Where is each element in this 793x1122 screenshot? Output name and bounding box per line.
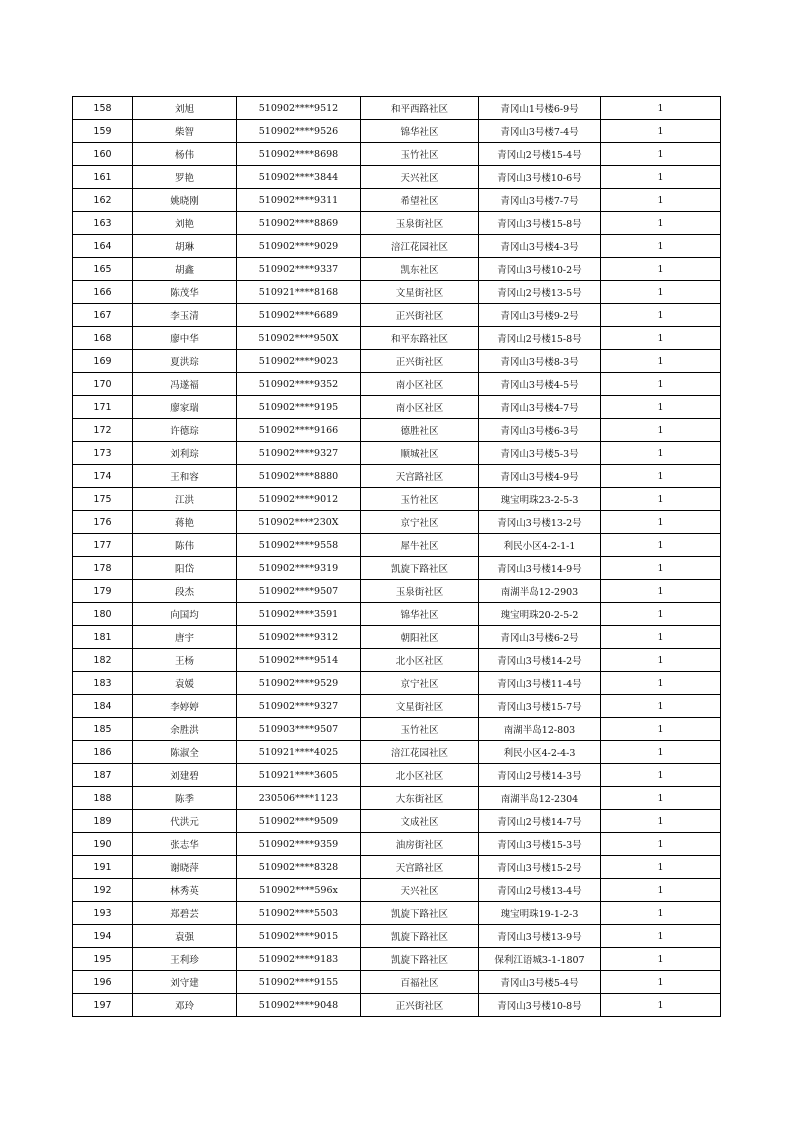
name-cell: 阳岱 [133, 557, 237, 580]
address-cell: 青冈山2号楼14-3号 [479, 764, 601, 787]
count-cell: 1 [601, 97, 721, 120]
name-cell: 廖中华 [133, 327, 237, 350]
row-number: 180 [73, 603, 133, 626]
address-cell: 南湖半岛12-2304 [479, 787, 601, 810]
name-cell: 许德琮 [133, 419, 237, 442]
address-cell: 青冈山3号楼7-4号 [479, 120, 601, 143]
row-number: 194 [73, 925, 133, 948]
id-number-cell: 510902****9359 [237, 833, 361, 856]
community-cell: 百福社区 [361, 971, 479, 994]
community-cell: 南小区社区 [361, 396, 479, 419]
count-cell: 1 [601, 189, 721, 212]
id-number-cell: 510902****230X [237, 511, 361, 534]
table-row [73, 304, 721, 327]
address-cell: 青冈山3号楼14-9号 [479, 557, 601, 580]
name-cell: 袁强 [133, 925, 237, 948]
address-cell: 利民小区4-2-4-3 [479, 741, 601, 764]
name-cell: 陈淑全 [133, 741, 237, 764]
name-cell: 陈茂华 [133, 281, 237, 304]
name-cell: 刘利琮 [133, 442, 237, 465]
id-number-cell: 510902****9512 [237, 97, 361, 120]
count-cell: 1 [601, 304, 721, 327]
table-row [73, 718, 721, 741]
count-cell: 1 [601, 741, 721, 764]
row-number: 159 [73, 120, 133, 143]
community-cell: 大东街社区 [361, 787, 479, 810]
count-cell: 1 [601, 235, 721, 258]
community-cell: 玉竹社区 [361, 488, 479, 511]
community-cell: 和平西路社区 [361, 97, 479, 120]
id-number-cell: 510902****9319 [237, 557, 361, 580]
id-number-cell: 510902****9337 [237, 258, 361, 281]
table-row [73, 235, 721, 258]
community-cell: 玉竹社区 [361, 143, 479, 166]
id-number-cell: 230506****1123 [237, 787, 361, 810]
table-row [73, 948, 721, 971]
address-cell: 青冈山3号楼13-9号 [479, 925, 601, 948]
table-row [73, 764, 721, 787]
name-cell: 邓玲 [133, 994, 237, 1017]
community-cell: 和平东路社区 [361, 327, 479, 350]
row-number: 158 [73, 97, 133, 120]
id-number-cell: 510902****9312 [237, 626, 361, 649]
name-cell: 张志华 [133, 833, 237, 856]
id-number-cell: 510902****9327 [237, 695, 361, 718]
name-cell: 江洪 [133, 488, 237, 511]
table-row [73, 902, 721, 925]
table-row [73, 327, 721, 350]
name-cell: 陈季 [133, 787, 237, 810]
id-number-cell: 510902****9311 [237, 189, 361, 212]
table-row [73, 511, 721, 534]
row-number: 196 [73, 971, 133, 994]
count-cell: 1 [601, 212, 721, 235]
name-cell: 王和容 [133, 465, 237, 488]
address-cell: 青冈山3号楼6-3号 [479, 419, 601, 442]
table-row [73, 419, 721, 442]
address-cell: 青冈山3号楼4-7号 [479, 396, 601, 419]
table-row [73, 971, 721, 994]
id-number-cell: 510902****596x [237, 879, 361, 902]
count-cell: 1 [601, 442, 721, 465]
name-cell: 刘守建 [133, 971, 237, 994]
address-cell: 青冈山3号楼8-3号 [479, 350, 601, 373]
id-number-cell: 510902****950X [237, 327, 361, 350]
id-number-cell: 510902****9012 [237, 488, 361, 511]
table-row [73, 695, 721, 718]
count-cell: 1 [601, 695, 721, 718]
row-number: 164 [73, 235, 133, 258]
address-cell: 青冈山2号楼15-8号 [479, 327, 601, 350]
community-cell: 凯东社区 [361, 258, 479, 281]
row-number: 187 [73, 764, 133, 787]
table-row [73, 557, 721, 580]
count-cell: 1 [601, 925, 721, 948]
row-number: 177 [73, 534, 133, 557]
address-cell: 青冈山2号楼14-7号 [479, 810, 601, 833]
id-number-cell: 510902****8328 [237, 856, 361, 879]
count-cell: 1 [601, 488, 721, 511]
community-cell: 天兴社区 [361, 166, 479, 189]
address-cell: 南湖半岛12-803 [479, 718, 601, 741]
community-cell: 正兴街社区 [361, 304, 479, 327]
row-number: 171 [73, 396, 133, 419]
table-row [73, 580, 721, 603]
count-cell: 1 [601, 810, 721, 833]
address-cell: 瑰宝明珠20-2-5-2 [479, 603, 601, 626]
community-cell: 北小区社区 [361, 764, 479, 787]
address-cell: 青冈山3号楼10-6号 [479, 166, 601, 189]
address-cell: 青冈山3号楼15-7号 [479, 695, 601, 718]
name-cell: 姚晓刚 [133, 189, 237, 212]
community-cell: 朝阳社区 [361, 626, 479, 649]
id-number-cell: 510902****9514 [237, 649, 361, 672]
row-number: 168 [73, 327, 133, 350]
id-number-cell: 510902****9195 [237, 396, 361, 419]
id-number-cell: 510902****8698 [237, 143, 361, 166]
count-cell: 1 [601, 971, 721, 994]
id-number-cell: 510902****9507 [237, 580, 361, 603]
table-row [73, 120, 721, 143]
community-cell: 文星街社区 [361, 695, 479, 718]
name-cell: 刘旭 [133, 97, 237, 120]
id-number-cell: 510902****9509 [237, 810, 361, 833]
row-number: 167 [73, 304, 133, 327]
id-number-cell: 510902****9526 [237, 120, 361, 143]
community-cell: 希望社区 [361, 189, 479, 212]
name-cell: 余胜洪 [133, 718, 237, 741]
roster-table [72, 96, 721, 1017]
community-cell: 凯旋下路社区 [361, 902, 479, 925]
count-cell: 1 [601, 580, 721, 603]
row-number: 176 [73, 511, 133, 534]
table-row [73, 879, 721, 902]
row-number: 193 [73, 902, 133, 925]
id-number-cell: 510902****9529 [237, 672, 361, 695]
table-row [73, 350, 721, 373]
community-cell: 油房街社区 [361, 833, 479, 856]
count-cell: 1 [601, 396, 721, 419]
address-cell: 青冈山3号楼11-4号 [479, 672, 601, 695]
count-cell: 1 [601, 833, 721, 856]
name-cell: 廖家瑞 [133, 396, 237, 419]
name-cell: 陈伟 [133, 534, 237, 557]
name-cell: 袁媛 [133, 672, 237, 695]
address-cell: 青冈山3号楼9-2号 [479, 304, 601, 327]
community-cell: 玉泉街社区 [361, 580, 479, 603]
roster-body [73, 97, 721, 1017]
community-cell: 正兴街社区 [361, 994, 479, 1017]
table-row [73, 649, 721, 672]
community-cell: 玉竹社区 [361, 718, 479, 741]
address-cell: 保利江语城3-1-1807 [479, 948, 601, 971]
id-number-cell: 510902****9023 [237, 350, 361, 373]
row-number: 160 [73, 143, 133, 166]
row-number: 162 [73, 189, 133, 212]
id-number-cell: 510902****3844 [237, 166, 361, 189]
id-number-cell: 510921****8168 [237, 281, 361, 304]
table-row [73, 143, 721, 166]
count-cell: 1 [601, 511, 721, 534]
row-number: 188 [73, 787, 133, 810]
row-number: 179 [73, 580, 133, 603]
name-cell: 李婷婷 [133, 695, 237, 718]
name-cell: 杨伟 [133, 143, 237, 166]
address-cell: 青冈山3号楼14-2号 [479, 649, 601, 672]
id-number-cell: 510902****9558 [237, 534, 361, 557]
row-number: 178 [73, 557, 133, 580]
address-cell: 青冈山3号楼15-3号 [479, 833, 601, 856]
row-number: 174 [73, 465, 133, 488]
community-cell: 文星街社区 [361, 281, 479, 304]
count-cell: 1 [601, 879, 721, 902]
address-cell: 青冈山2号楼15-4号 [479, 143, 601, 166]
row-number: 182 [73, 649, 133, 672]
name-cell: 胡琳 [133, 235, 237, 258]
count-cell: 1 [601, 465, 721, 488]
count-cell: 1 [601, 281, 721, 304]
count-cell: 1 [601, 419, 721, 442]
row-number: 185 [73, 718, 133, 741]
table-row [73, 465, 721, 488]
id-number-cell: 510921****3605 [237, 764, 361, 787]
count-cell: 1 [601, 948, 721, 971]
count-cell: 1 [601, 649, 721, 672]
name-cell: 刘建碧 [133, 764, 237, 787]
count-cell: 1 [601, 534, 721, 557]
table-row [73, 810, 721, 833]
name-cell: 向国均 [133, 603, 237, 626]
name-cell: 冯遂福 [133, 373, 237, 396]
count-cell: 1 [601, 373, 721, 396]
row-number: 192 [73, 879, 133, 902]
table-row [73, 787, 721, 810]
count-cell: 1 [601, 166, 721, 189]
community-cell: 涪江花园社区 [361, 741, 479, 764]
table-row [73, 396, 721, 419]
address-cell: 青冈山3号楼7-7号 [479, 189, 601, 212]
community-cell: 南小区社区 [361, 373, 479, 396]
row-number: 186 [73, 741, 133, 764]
table-row [73, 626, 721, 649]
name-cell: 林秀英 [133, 879, 237, 902]
count-cell: 1 [601, 764, 721, 787]
table-row [73, 534, 721, 557]
table-row [73, 212, 721, 235]
id-number-cell: 510902****9183 [237, 948, 361, 971]
id-number-cell: 510902****9029 [237, 235, 361, 258]
name-cell: 段杰 [133, 580, 237, 603]
community-cell: 锦华社区 [361, 120, 479, 143]
table-row [73, 672, 721, 695]
address-cell: 青冈山1号楼6-9号 [479, 97, 601, 120]
table-row [73, 741, 721, 764]
id-number-cell: 510902****3591 [237, 603, 361, 626]
address-cell: 青冈山3号楼4-5号 [479, 373, 601, 396]
name-cell: 柴智 [133, 120, 237, 143]
id-number-cell: 510903****9507 [237, 718, 361, 741]
address-cell: 青冈山3号楼4-3号 [479, 235, 601, 258]
table-row [73, 373, 721, 396]
address-cell: 瑰宝明珠23-2-5-3 [479, 488, 601, 511]
table-row [73, 97, 721, 120]
community-cell: 锦华社区 [361, 603, 479, 626]
id-number-cell: 510902****8880 [237, 465, 361, 488]
row-number: 170 [73, 373, 133, 396]
name-cell: 罗艳 [133, 166, 237, 189]
community-cell: 文成社区 [361, 810, 479, 833]
id-number-cell: 510902****5503 [237, 902, 361, 925]
community-cell: 京宁社区 [361, 672, 479, 695]
address-cell: 青冈山3号楼13-2号 [479, 511, 601, 534]
count-cell: 1 [601, 856, 721, 879]
community-cell: 北小区社区 [361, 649, 479, 672]
name-cell: 蒋艳 [133, 511, 237, 534]
id-number-cell: 510902****9352 [237, 373, 361, 396]
row-number: 184 [73, 695, 133, 718]
community-cell: 天兴社区 [361, 879, 479, 902]
community-cell: 凯旋下路社区 [361, 557, 479, 580]
row-number: 172 [73, 419, 133, 442]
row-number: 169 [73, 350, 133, 373]
row-number: 173 [73, 442, 133, 465]
address-cell: 青冈山3号楼15-2号 [479, 856, 601, 879]
count-cell: 1 [601, 718, 721, 741]
address-cell: 青冈山2号楼13-5号 [479, 281, 601, 304]
row-number: 163 [73, 212, 133, 235]
id-number-cell: 510902****8869 [237, 212, 361, 235]
address-cell: 青冈山3号楼4-9号 [479, 465, 601, 488]
id-number-cell: 510921****4025 [237, 741, 361, 764]
count-cell: 1 [601, 994, 721, 1017]
community-cell: 京宁社区 [361, 511, 479, 534]
name-cell: 郑碧芸 [133, 902, 237, 925]
community-cell: 正兴街社区 [361, 350, 479, 373]
table-row [73, 856, 721, 879]
table-row [73, 281, 721, 304]
name-cell: 谢晓萍 [133, 856, 237, 879]
row-number: 183 [73, 672, 133, 695]
table-row [73, 603, 721, 626]
name-cell: 刘艳 [133, 212, 237, 235]
row-number: 181 [73, 626, 133, 649]
count-cell: 1 [601, 557, 721, 580]
address-cell: 利民小区4-2-1-1 [479, 534, 601, 557]
table-row [73, 166, 721, 189]
table-row [73, 833, 721, 856]
count-cell: 1 [601, 787, 721, 810]
count-cell: 1 [601, 350, 721, 373]
id-number-cell: 510902****9155 [237, 971, 361, 994]
id-number-cell: 510902****9048 [237, 994, 361, 1017]
name-cell: 王杨 [133, 649, 237, 672]
table-row [73, 994, 721, 1017]
address-cell: 青冈山3号楼5-4号 [479, 971, 601, 994]
count-cell: 1 [601, 327, 721, 350]
row-number: 175 [73, 488, 133, 511]
community-cell: 顺城社区 [361, 442, 479, 465]
name-cell: 夏洪琮 [133, 350, 237, 373]
table-row [73, 442, 721, 465]
name-cell: 李玉清 [133, 304, 237, 327]
id-number-cell: 510902****9166 [237, 419, 361, 442]
name-cell: 胡鑫 [133, 258, 237, 281]
count-cell: 1 [601, 672, 721, 695]
address-cell: 青冈山3号楼10-8号 [479, 994, 601, 1017]
name-cell: 王利珍 [133, 948, 237, 971]
address-cell: 瑰宝明珠19-1-2-3 [479, 902, 601, 925]
row-number: 166 [73, 281, 133, 304]
row-number: 161 [73, 166, 133, 189]
count-cell: 1 [601, 258, 721, 281]
table-row [73, 258, 721, 281]
row-number: 191 [73, 856, 133, 879]
count-cell: 1 [601, 902, 721, 925]
id-number-cell: 510902****9327 [237, 442, 361, 465]
id-number-cell: 510902****6689 [237, 304, 361, 327]
community-cell: 天宫路社区 [361, 465, 479, 488]
community-cell: 犀牛社区 [361, 534, 479, 557]
community-cell: 涪江花园社区 [361, 235, 479, 258]
address-cell: 青冈山3号楼6-2号 [479, 626, 601, 649]
table-row [73, 925, 721, 948]
id-number-cell: 510902****9015 [237, 925, 361, 948]
community-cell: 天宫路社区 [361, 856, 479, 879]
address-cell: 青冈山2号楼13-4号 [479, 879, 601, 902]
row-number: 190 [73, 833, 133, 856]
address-cell: 青冈山3号楼10-2号 [479, 258, 601, 281]
row-number: 189 [73, 810, 133, 833]
count-cell: 1 [601, 143, 721, 166]
table-row [73, 189, 721, 212]
row-number: 165 [73, 258, 133, 281]
address-cell: 青冈山3号楼15-8号 [479, 212, 601, 235]
community-cell: 凯旋下路社区 [361, 925, 479, 948]
name-cell: 唐宇 [133, 626, 237, 649]
count-cell: 1 [601, 603, 721, 626]
community-cell: 德胜社区 [361, 419, 479, 442]
table-row [73, 488, 721, 511]
count-cell: 1 [601, 626, 721, 649]
name-cell: 代洪元 [133, 810, 237, 833]
address-cell: 青冈山3号楼5-3号 [479, 442, 601, 465]
community-cell: 玉泉街社区 [361, 212, 479, 235]
community-cell: 凯旋下路社区 [361, 948, 479, 971]
count-cell: 1 [601, 120, 721, 143]
row-number: 195 [73, 948, 133, 971]
row-number: 197 [73, 994, 133, 1017]
address-cell: 南湖半岛12-2903 [479, 580, 601, 603]
